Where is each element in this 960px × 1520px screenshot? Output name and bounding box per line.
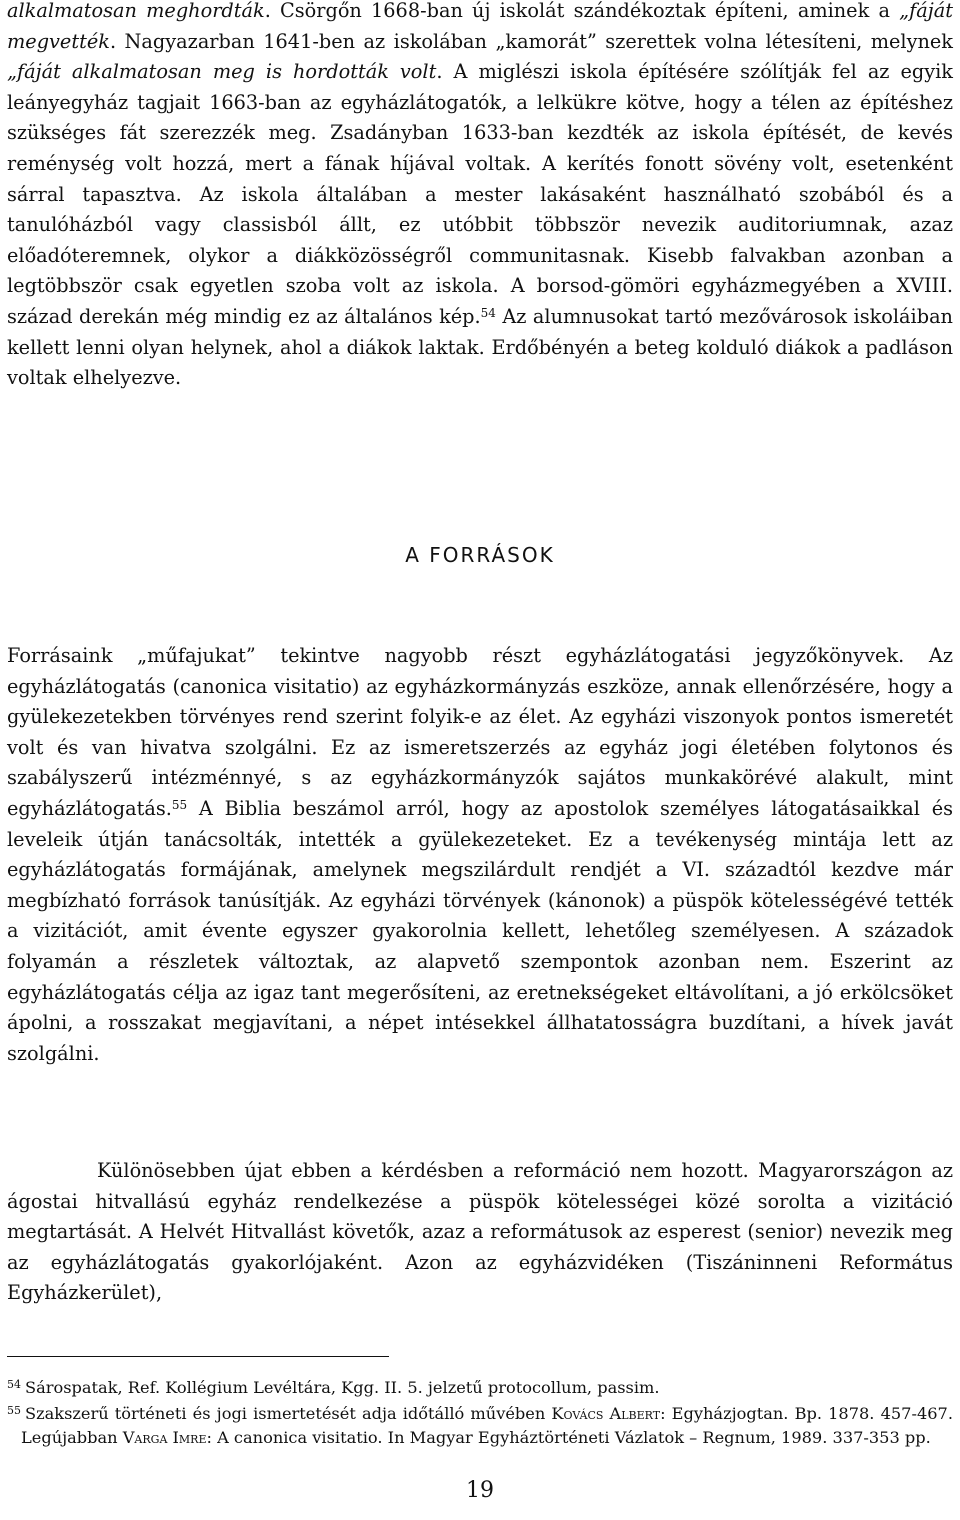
footnote-reference: 55 [171, 797, 188, 812]
footnote-reference: 54 [480, 305, 496, 320]
footnote-55 [7, 1402, 953, 1449]
page-number: 19 [466, 1478, 494, 1503]
footnote-text: Szakszerű történeti és jogi ismertetését adja időtálló művében [25, 1404, 552, 1423]
paragraph-text: A Biblia beszámol arról, hogy az apostolok személyes látogatásaikkal és leveleik útján tanácsolták, intették a gyülekezeteket. Ez a tevékenység mintája lett az egyházlátogatás formájának, amelynek megszilárdult rendjét a VI. századtól kezdve már megbízható források tanúsítják. Az egyházi törvények (kánonok) a püspök kötelességévé tették a vizitációt, amit évente egyszer gyakorolnia kellett, lehetőleg személyesen. A századok folyamán a részletek változtak, az alapvető szempontok azonban nem. Eszerint az egyházlátogatás célja az igaz tant megerősíteni, az eretnekségeket eltávolítani, a jó erkölcsöket ápolni, a rosszakat megjavítani, a népet intésekkel állhatatosságra buzdítani, a hívek javát szolgálni. [7, 796, 953, 1065]
body-paragraph-schools [7, 0, 953, 394]
footnote-number: 55 [7, 1404, 21, 1417]
author-name: Varga Imre [122, 1427, 207, 1447]
italic-quote: „fáját megvették [7, 0, 953, 53]
footnote-number: 54 [7, 1378, 21, 1391]
footnote-text: Sárospatak, Ref. Kollégium Levéltára, Kgg. II. 5. jelzetű protocollum, passim. [25, 1378, 660, 1397]
footnote-text: : Egyházjogtan. Bp. 1878. 457-467. Legújabban [21, 1404, 953, 1447]
paragraph-text: Forrásaink „műfajukat” tekintve nagyobb részt egyházlátogatási jegyzőkönyvek. Az egyházlátogatás (canonica visitatio) az egyházkormányzás eszköze, annak ellenőrzésére, hogy a gyülekezetekben törvényes rend szerint folyik-e az élet. Az egyházi viszonyok pontos ismeretét volt és van hivatva szolgálni. Ez az ismeretszerzés az egyház jogi életében folytonos és szabályszerű intézménnyé, s az egyházkormányzók sajátos munkakörévé alakult, mint egyházlátogatás. [7, 644, 953, 820]
italic-quote: „fáját alkalmatosan meg is hordották volt [7, 60, 437, 84]
paragraph-text: Az alumnusokat tartó mezővárosok iskoláiban kellett lenni olyan helynek, ahol a diákok laktak. Erdőbényén a beteg kolduló diákok a padláson voltak elhelyezve. [7, 304, 953, 390]
footnote-divider [7, 1356, 389, 1357]
italic-quote: alkalmatosan meghordták [7, 0, 265, 22]
section-heading: A FORRÁSOK [405, 543, 555, 567]
footnote-54 [7, 1376, 953, 1400]
body-paragraph-reformation: Különösebben újat ebben a kérdésben a reformáció nem hozott. Magyarországon az ágostai hitvallású egyház rendelkezése a püspök kötelességei közé sorolta a vizitáció megtartását. A Helvét Hitvallást követők, azaz a reformátusok az esperest (senior) nevezik meg az egyházlátogatás gyakorlójaként. Azon az egyházvidéken (Tiszáninneni Református Egyházkerület), [7, 1159, 953, 1305]
author-name: Kovács Albert [551, 1404, 661, 1423]
paragraph-text: . Csörgőn 1668-ban új iskolát szándékoztak építeni, aminek a [264, 0, 900, 22]
body-paragraph-sources [7, 641, 953, 1069]
paragraph-text: . A miglészi iskola építésére szólítják fel az egyik leányegyház tagjait 1663-ban az egyházlátogatók, a lelkükre kötve, hogy a télen az építéshez szükséges fát szerezzék meg. Zsadányban 1633-ban kezdték az iskola építését, de kevés reménység volt hozzá, mert a fának híjával voltak. A kerítés fonott sövény volt, esetenként sárral tapasztva. Az iskola általában a mester lakásaként használható szobából és a tanulóházból vagy classisból állt, ez utóbbit többször nevezik auditoriumnak, azaz előadóteremnek, olykor a diákközösségről communitasnak. Kisebb falvakban azonban a legtöbbször csak egyetlen szoba volt az iskola. A borsod-gömöri egyházmegyében a XVIII. század derekán még mindig ez az általános kép. [7, 60, 953, 328]
paragraph-text: . Nagyazarban 1641-ben az iskolában „kamorát” szerettek volna létesíteni, melynek [109, 29, 953, 53]
footnote-text: : A canonica visitatio. In Magyar Egyháztörténeti Vázlatok – Regnum, 1989. 337-353 pp. [206, 1427, 931, 1447]
